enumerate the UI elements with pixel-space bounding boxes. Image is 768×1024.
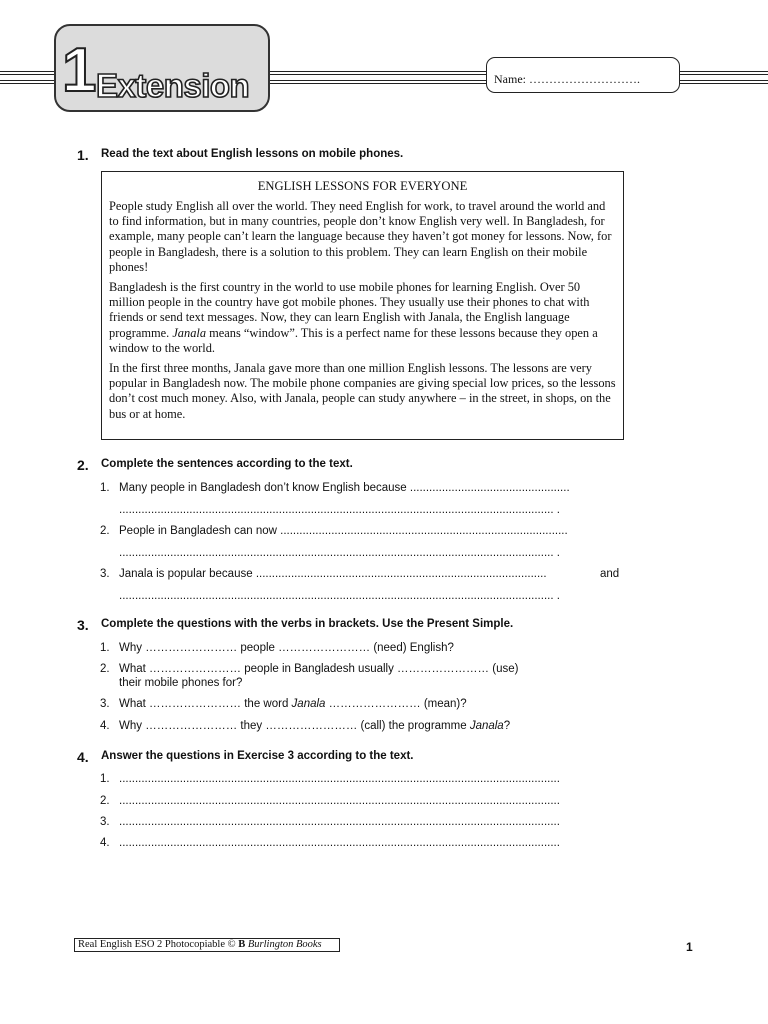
question-line[interactable]: What …………………… people in Bangladesh usually …………………… (use) [119, 663, 519, 675]
answer-line[interactable]: People in Bangladesh can now .......................................................................................... [119, 525, 568, 537]
exercise-4-instruction: Answer the questions in Exercise 3 according to the text. [101, 750, 414, 762]
question-line[interactable]: Why …………………… people …………………… (need) English? [119, 642, 454, 654]
exercise-3-number: 3. [77, 617, 89, 633]
item-number: 3. [100, 568, 110, 580]
item-number: 4. [100, 720, 110, 732]
name-label: Name: ………………………. [494, 72, 640, 86]
answer-line[interactable]: .......................................................................................................................................... [119, 837, 560, 849]
item-number: 1. [100, 482, 110, 494]
item-number: 1. [100, 773, 110, 785]
exercise-2-number: 2. [77, 457, 89, 473]
item-number: 2. [100, 525, 110, 537]
item-number: 3. [100, 816, 110, 828]
exercise-1-instruction: Read the text about English lessons on mobile phones. [101, 148, 404, 160]
answer-line[interactable]: .......................................................................................................................................... [119, 773, 560, 785]
exercise-2-instruction: Complete the sentences according to the text. [101, 458, 353, 470]
item-number: 2. [100, 663, 110, 675]
item-number: 4. [100, 837, 110, 849]
item-number: 1. [100, 642, 110, 654]
answer-line[interactable]: Many people in Bangladesh don’t know English because .................................................. [119, 482, 570, 494]
answer-line[interactable]: .......................................................................................................................................... [119, 795, 560, 807]
exercise-3-instruction: Complete the questions with the verbs in brackets. Use the Present Simple. [101, 618, 514, 630]
reading-paragraph-3: In the first three months, Janala gave more than one million English lessons. The lessons are very popular in Bangladesh now. The mobile phone companies are giving special low prices, so the lessons don’t cost much money. Also, with Janala, people can study anywhere – in the street, in shops, on the bus or at home. [109, 361, 616, 421]
question-line[interactable]: What …………………… the word Janala …………………… (mean)? [119, 698, 467, 710]
exercise-4-number: 4. [77, 749, 89, 765]
reading-paragraph-1: People study English all over the world. They need English for work, to travel around the world and to find information, but in many countries, people don’t know English very well. In Bangladesh, for example, many people can’t learn the language because they haven’t got money for lessons. Now, for people in Bangladesh, there is a solution to this problem. They can learn English on their mobile phones! [109, 199, 612, 274]
answer-line[interactable]: ........................................................................................................................................ . [119, 547, 560, 559]
copyright-notice: Real English ESO 2 Photocopiable © B Burlington Books [74, 938, 340, 952]
item-number: 3. [100, 698, 110, 710]
question-line[interactable]: Why …………………… they …………………… (call) the programme Janala? [119, 720, 511, 732]
answer-line[interactable]: .......................................................................................................................................... [119, 816, 560, 828]
reading-text-box [101, 171, 624, 440]
item-number: 2. [100, 795, 110, 807]
question-line-continued: their mobile phones for? [119, 677, 243, 689]
exercise-1-number: 1. [77, 147, 89, 163]
unit-title: Extension [96, 67, 250, 104]
answer-line[interactable]: ........................................................................................................................................ . [119, 590, 560, 602]
connector-word: and [600, 568, 620, 580]
page-number: 1 [686, 940, 693, 954]
reading-paragraph-2: Bangladesh is the first country in the world to use mobile phones for learning English. Over 50 million people in the country have got mobile phones. They usually use their phones to chat with friends or send text messages. Now, they can learn English with Janala, the English language programme. Janala means “window”. This is a perfect name for these lessons because they open a window to the world. [109, 280, 598, 355]
unit-number: 1 [62, 36, 97, 105]
name-field[interactable] [486, 57, 680, 93]
reading-title: ENGLISH LESSONS FOR EVERYONE [257, 179, 468, 193]
answer-line[interactable]: ........................................................................................................................................ . [119, 504, 560, 516]
answer-line[interactable]: Janala is popular because ........................................................................................... [119, 568, 547, 580]
